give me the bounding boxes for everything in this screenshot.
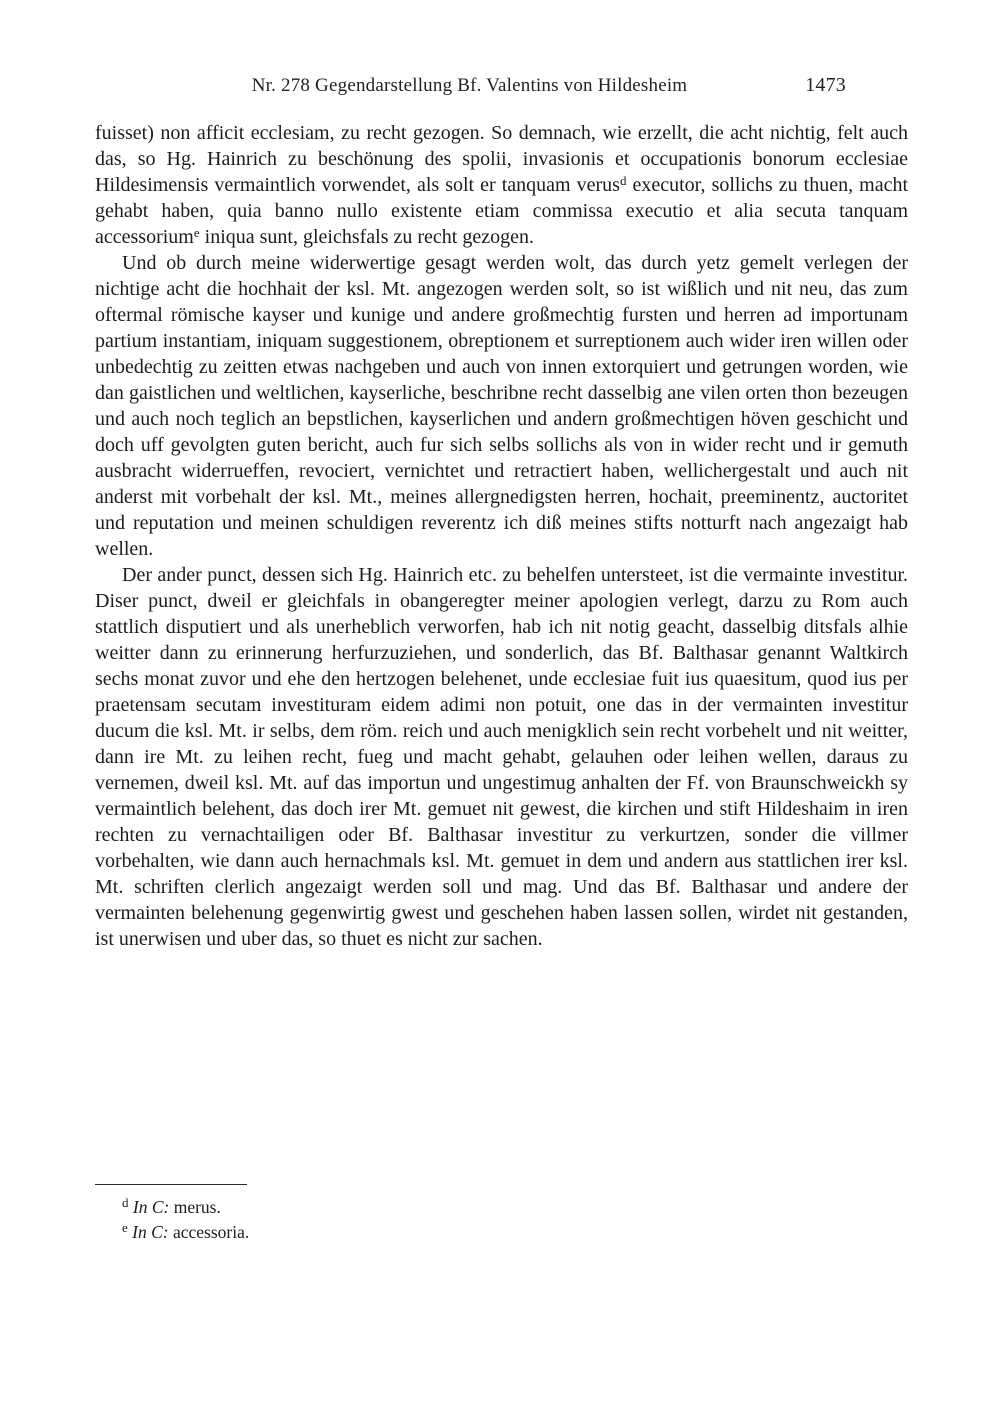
footnotes-section bbox=[95, 1184, 908, 1245]
page-header bbox=[95, 75, 908, 101]
paragraph: Und ob durch meine widerwertige gesagt werden wolt, das durch yetz gemelt verlegen der nichtige acht die hochhait der ksl. Mt. angezogen werden solt, so ist wißlich und nit neu, das zum oftermal römische kayser und kunige und andere großmechtig fursten und herren ad importunam partium instantiam, iniquam suggestionem, obreptionem et surreptionem auch wider iren willen oder unbedechtig zu zeitten etwas nachgeben und auch von innen extorquiert und getrungen worden, wie dan gaistlichen und weltlichen, kayserliche, beschribne recht dasselbig ane vilen orten thon bezeugen und auch noch teglich an bepstlichen, kayserlichen und andern großmechtigen höven geschicht und doch uff gevolgten guten bericht, auch fur sich selbs sollichs als von in wider recht und ir gemuth ausbracht widerrueffen, revociert, vernichtet und retractiert haben, wellichergestalt und auch nit anderst mit vorbehalt der ksl. Mt., meines allergnedigsten herren, hochait, preeminentz, auctoritet und reputation und meinen schuldigen reverentz ich diß meines stifts notturft nach angezaigt hab wellen. bbox=[95, 252, 908, 560]
footnote-rule bbox=[95, 1184, 247, 1185]
footnote-marker: e bbox=[122, 1220, 128, 1236]
paragraph: fuisset) non afficit ecclesiam, zu recht gezogen. So demnach, wie erzellt, die acht nichtig, felt auch das, so Hg. Hainrich zu beschönung des spolii, invasionis et occupationis bonorum ecclesiae Hildesimensis vermaintlich vorwendet, als solt er tanquam verus$^d$ executor, sollichs zu thuen, macht gehabt haben, quia banno nullo existente etiam commissa executio et alia secuta tanquam accessorium$^e$ iniqua sunt, gleichsfals zu recht gezogen. bbox=[95, 122, 908, 248]
footnote-ref-d: d bbox=[619, 173, 627, 189]
footnote-d: $^d$ In C: merus. bbox=[122, 1195, 221, 1217]
footnote-source-label: In C: bbox=[128, 1197, 174, 1217]
footnote-list bbox=[95, 1195, 908, 1245]
page-number: 1473 bbox=[805, 74, 846, 96]
footnote-e: $^e$ In C: accessoria. bbox=[122, 1220, 250, 1242]
footnote-ref-e: e bbox=[193, 225, 200, 241]
body-text bbox=[95, 120, 908, 1168]
paragraph: Der ander punct, dessen sich Hg. Hainrich etc. zu behelfen untersteet, ist die vermainte investitur. Diser punct, dweil er gleichfals in obangeregter meiner apologien verlegt, darzu zu Rom auch stattlich disputiert und als unerheblich verworfen, hab ich nit notig geacht, dasselbig ditsfals alhie weitter dann zu erinnerung herfurzuziehen, und sonderlich, das Bf. Balthasar genannt Waltkirch sechs monat zuvor und ehe den hertzogen belehenet, unde ecclesiae fuit ius quaesitum, quod ius per praetensam secutam investituram eidem adimi non potuit, one das in der vermainten investitur ducum die ksl. Mt. ir selbs, dem röm. reich und auch menigklich sein recht vorbehelt und nit weitter, dann ire Mt. zu leihen recht, fueg und macht gehabt, gelauhen oder leihen wellen, daraus zu vernemen, dweil ksl. Mt. auf das importun und ungestimug anhalten der Ff. von Braunschweickh sy vermaintlich belehent, das doch irer Mt. gemuet nit gewest, die kirchen und stift Hildeshaim in iren rechten zu vernachtailigen oder Bf. Balthasar investitur zu verkurtzen, sonder die villmer vorbehalten, wie dann auch hernachmals ksl. Mt. gemuet in dem und andern aus stattlichen irer ksl. Mt. schriften clerlich angezaigt werden soll und mag. Und das Bf. Balthasar und andere der vermainten belehenung gegenwirtig gwest und geschehen haben lassen sollen, wirdet nit gestanden, ist unerwisen und uber das, so thuet es nicht zur sachen. bbox=[95, 564, 908, 950]
footnote-source-label: In C: bbox=[127, 1222, 173, 1242]
footnote-marker: d bbox=[122, 1195, 129, 1211]
running-title: Nr. 278 Gegendarstellung Bf. Valentins von Hildesheim bbox=[251, 75, 688, 96]
